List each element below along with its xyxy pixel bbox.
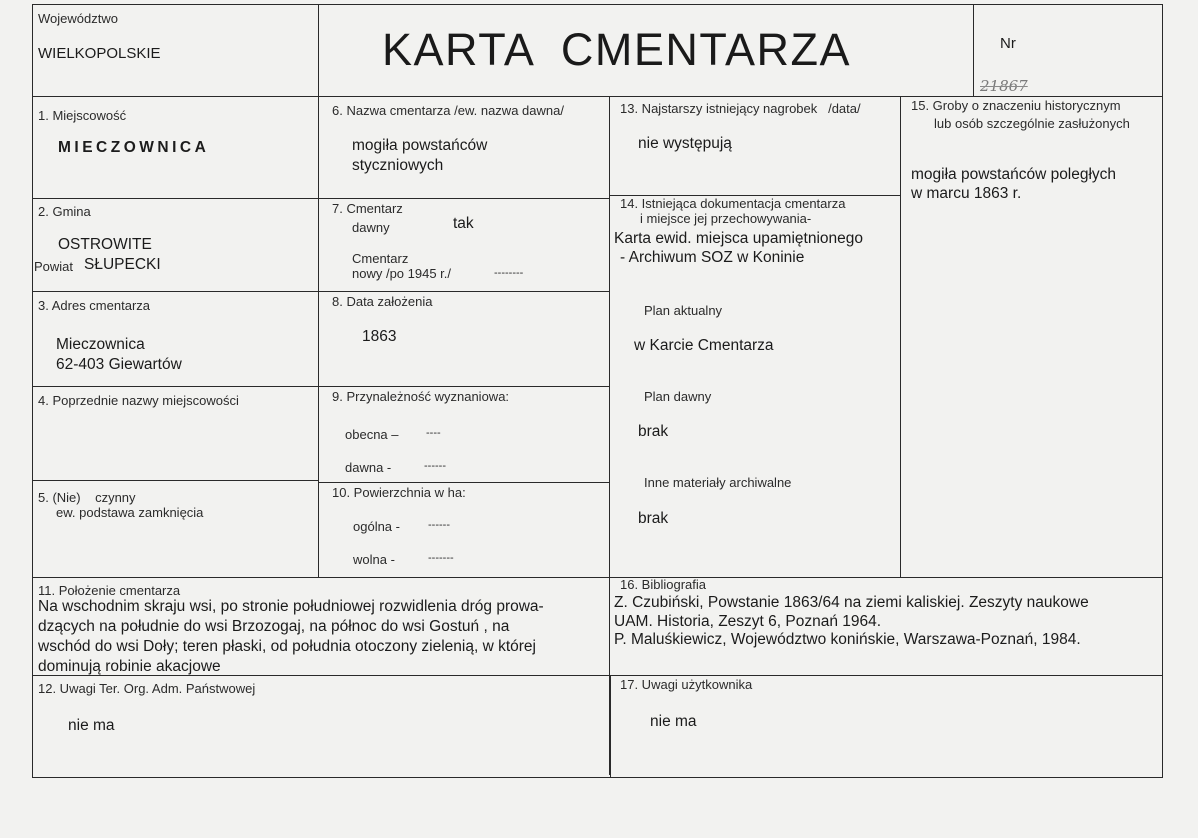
nr-label: Nr bbox=[1000, 35, 1016, 52]
f10-ogolna-value: ------ bbox=[428, 519, 450, 531]
f14-plan-aktualny-label: Plan aktualny bbox=[644, 303, 723, 318]
divider-f9-f10 bbox=[318, 482, 610, 483]
f16-line2: UAM. Historia, Zeszyt 6, Poznań 1964. bbox=[614, 613, 882, 630]
f7-label: 7. Cmentarz bbox=[332, 201, 403, 216]
f14-inne-value: brak bbox=[638, 510, 669, 527]
divider-f2-f3 bbox=[32, 291, 319, 292]
f12-label: 12. Uwagi Ter. Org. Adm. Państwowej bbox=[38, 681, 256, 696]
f11-line3: wschód do wsi Doły; teren płaski, od południa otoczony zielenią, w której bbox=[38, 638, 536, 655]
f13-value: nie występują bbox=[638, 135, 732, 152]
f15-value-line2: w marcu 1863 r. bbox=[911, 185, 1022, 202]
f11-label: 11. Położenie cmentarza bbox=[38, 583, 181, 598]
nr-handwritten-number: 21867 bbox=[980, 77, 1028, 95]
f17-value: nie ma bbox=[650, 713, 697, 730]
divider-header-right bbox=[973, 4, 974, 96]
f14-label-line2: i miejsce jej przechowywania- bbox=[640, 211, 812, 226]
f16-line1: Z. Czubiński, Powstanie 1863/64 na ziemi kaliskiej. Zeszyty naukowe bbox=[614, 594, 1089, 611]
f4-label: 4. Poprzednie nazwy miejscowości bbox=[38, 393, 239, 408]
f15-value-line1: mogiła powstańców poległych bbox=[911, 166, 1117, 183]
f14-plan-dawny-value: brak bbox=[638, 423, 669, 440]
f11-line2: dzących na południe do wsi Brzozogaj, na północ do wsi Gostuń , na bbox=[38, 618, 510, 635]
f11-line1: Na wschodnim skraju wsi, po stronie południowej rozwidlenia dróg prowa- bbox=[38, 598, 544, 615]
f13-label: 13. Najstarszy istniejący nagrobek /data/ bbox=[620, 101, 861, 116]
f7-cmentarz2: Cmentarz bbox=[352, 251, 409, 266]
divider-f8-f9 bbox=[318, 386, 610, 387]
f9-dawna-label: dawna - bbox=[345, 460, 392, 475]
f10-wolna-label: wolna - bbox=[353, 552, 395, 567]
f10-wolna-value: ------- bbox=[428, 552, 454, 564]
f1-label: 1. Miejscowość bbox=[38, 108, 127, 123]
f8-label: 8. Data założenia bbox=[332, 294, 433, 309]
f15-label-line2: lub osób szczególnie zasłużonych bbox=[934, 116, 1130, 131]
divider-f4-f5 bbox=[32, 480, 319, 481]
divider-col-b-lower bbox=[610, 675, 611, 777]
f11-line4: dominują robinie akacjowe bbox=[38, 658, 221, 675]
divider-col-a bbox=[318, 96, 319, 577]
f5-label-line2: ew. podstawa zamknięcia bbox=[56, 505, 204, 520]
f15-label-line1: 15. Groby o znaczeniu historycznym bbox=[911, 98, 1121, 113]
divider-f7-f8 bbox=[318, 291, 610, 292]
f1-value: MIECZOWNICA bbox=[58, 139, 210, 156]
f2-label: 2. Gmina bbox=[38, 204, 91, 219]
divider-header bbox=[32, 96, 1163, 97]
f2-powiat-value: SŁUPECKI bbox=[84, 256, 161, 273]
f16-label: 16. Bibliografia bbox=[620, 577, 706, 592]
f14-plan-dawny-label: Plan dawny bbox=[644, 389, 712, 404]
f7-dawny-value: tak bbox=[453, 215, 474, 232]
divider-mid bbox=[32, 577, 1163, 578]
f6-line1: mogiła powstańców bbox=[352, 137, 488, 154]
f9-obecna-value: ---- bbox=[426, 427, 441, 439]
f10-label: 10. Powierzchnia w ha: bbox=[332, 485, 466, 500]
f3-label: 3. Adres cmentarza bbox=[38, 298, 150, 313]
page-title: KARTA CMENTARZA bbox=[382, 24, 852, 75]
f9-label: 9. Przynależność wyznaniowa: bbox=[332, 389, 510, 404]
f9-dawna-value: ------ bbox=[424, 460, 446, 472]
f6-label: 6. Nazwa cmentarza /ew. nazwa dawna/ bbox=[332, 103, 564, 118]
divider-f3-f4 bbox=[32, 386, 319, 387]
f5-label-line1: 5. (Nie) czynny bbox=[38, 490, 136, 505]
f16-line3: P. Maluśkiewicz, Województwo konińskie, Warszawa-Poznań, 1984. bbox=[614, 631, 1081, 648]
f6-line2: styczniowych bbox=[352, 157, 444, 174]
f8-value: 1863 bbox=[362, 328, 397, 345]
f7-dawny-label: dawny bbox=[352, 220, 390, 235]
f2-powiat-label: Powiat bbox=[34, 259, 74, 274]
f14-value-line2: - Archiwum SOZ w Koninie bbox=[620, 249, 805, 266]
f17-label: 17. Uwagi użytkownika bbox=[620, 677, 753, 692]
f3-line2: 62-403 Giewartów bbox=[56, 356, 182, 373]
f14-plan-aktualny-value: w Karcie Cmentarza bbox=[634, 337, 774, 354]
f12-value: nie ma bbox=[68, 717, 115, 734]
f14-label-line1: 14. Istniejąca dokumentacja cmentarza bbox=[620, 196, 846, 211]
divider-f1-f2 bbox=[32, 198, 319, 199]
voivodeship-label: Województwo bbox=[38, 11, 118, 26]
divider-col-c bbox=[900, 96, 901, 577]
divider-f6-f7 bbox=[318, 198, 610, 199]
f14-inne-label: Inne materiały archiwalne bbox=[644, 475, 792, 490]
f10-ogolna-label: ogólna - bbox=[353, 519, 400, 534]
border-bottom bbox=[32, 777, 1163, 778]
voivodeship-value: WIELKOPOLSKIE bbox=[38, 45, 161, 62]
border-left bbox=[32, 4, 33, 778]
f2-value: OSTROWITE bbox=[58, 236, 152, 253]
border-right bbox=[1162, 4, 1163, 778]
border-top bbox=[32, 4, 1163, 5]
divider-header-left bbox=[318, 4, 319, 96]
f9-obecna-label: obecna – bbox=[345, 427, 399, 442]
f7-nowy-label: nowy /po 1945 r./ bbox=[352, 266, 452, 281]
f7-nowy-value: -------- bbox=[494, 267, 524, 279]
f14-value-line1: Karta ewid. miejsca upamiętnionego bbox=[614, 230, 863, 247]
f3-line1: Mieczownica bbox=[56, 336, 145, 353]
